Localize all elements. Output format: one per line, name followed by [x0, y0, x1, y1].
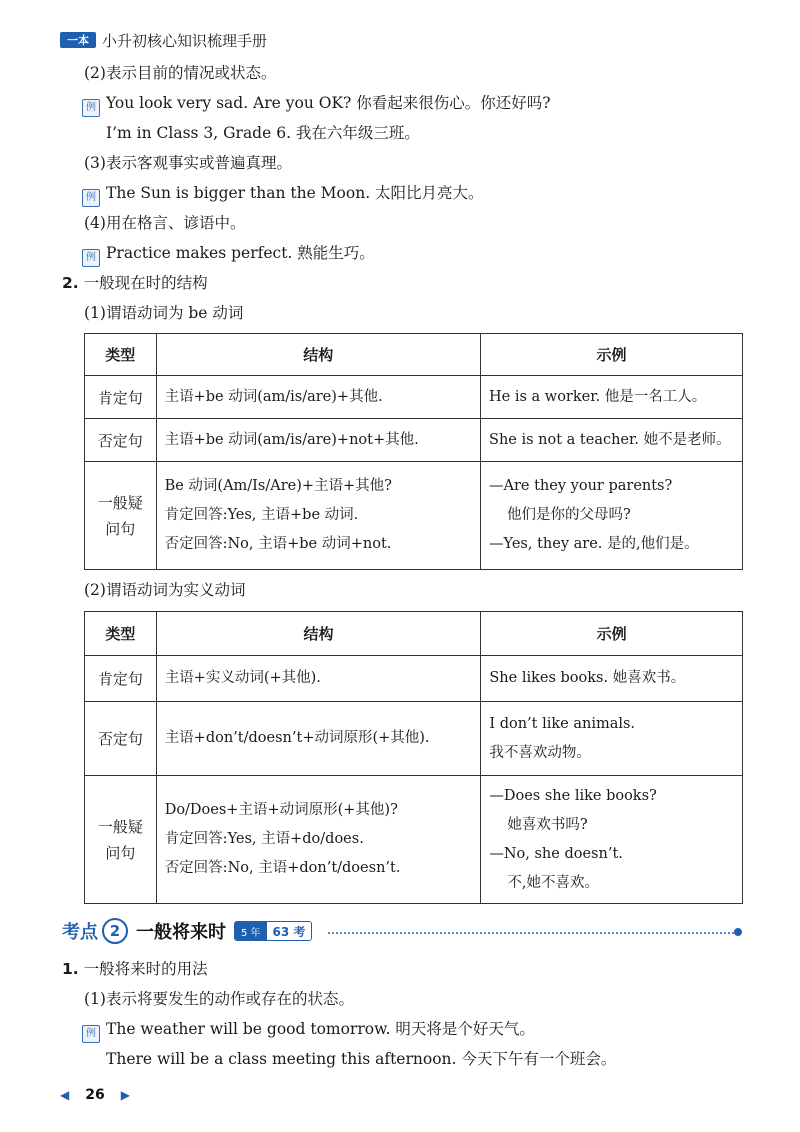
row-type: 一般疑 问句 — [85, 462, 157, 570]
example-line — [82, 182, 484, 207]
book-title: 小升初核心知识梳理手册 — [102, 31, 268, 50]
row-example: She is not a teacher. 她不是老师。 — [481, 419, 743, 462]
header-type: 类型 — [85, 612, 157, 656]
usage-4: (4)用在格言、谚语中。 — [84, 214, 246, 232]
row-example: I don’t like animals. 我不喜欢动物。 — [481, 702, 743, 776]
row-structure: Do/Does+主语+动词原形(+其他)? 肯定回答:Yes, 主语+do/does. 否定回答:No, 主语+don’t/doesn’t. — [156, 776, 481, 904]
dotted-divider — [328, 932, 734, 934]
row-structure: 主语+don’t/doesn’t+动词原形(+其他). — [156, 702, 481, 776]
example-icon: 例 — [82, 1025, 100, 1043]
row-example: —Are they your parents? 他们是你的父母吗? —Yes, they are. 是的,他们是。 — [481, 462, 743, 570]
table-row — [85, 376, 743, 419]
triangle-left-icon: ◀ — [60, 1088, 70, 1102]
header-structure: 结构 — [156, 612, 481, 656]
divider-end-dot — [734, 928, 742, 936]
book-logo: 一本 — [60, 32, 96, 48]
row-type: 肯定句 — [85, 376, 157, 419]
kaodian-number: 2 — [102, 918, 128, 944]
table-row — [85, 419, 743, 462]
section-title: 一般现在时的结构 — [83, 274, 208, 292]
usage-2: (2)表示目前的情况或状态。 — [84, 64, 277, 82]
header-example: 示例 — [481, 612, 743, 656]
section-heading — [62, 272, 208, 294]
structure-table-verb — [84, 611, 743, 904]
kaodian-heading — [62, 918, 312, 944]
header-type: 类型 — [85, 334, 157, 376]
example-text: You look very sad. Are you OK? 你看起来很伤心。你还好吗? — [106, 94, 551, 112]
badge-count: 63 考 — [267, 922, 312, 940]
example-line — [82, 242, 375, 267]
row-example: He is a worker. 他是一名工人。 — [481, 376, 743, 419]
section-number: 1. — [62, 960, 79, 978]
header-example: 示例 — [481, 334, 743, 376]
exam-frequency-badge — [234, 921, 312, 941]
example-text: Practice makes perfect. 熟能生巧。 — [106, 244, 375, 262]
row-type: 肯定句 — [85, 656, 157, 702]
example-text: The Sun is bigger than the Moon. 太阳比月亮大。 — [106, 184, 484, 202]
kaodian-label: 考点 — [62, 922, 98, 943]
usage-1: (1)表示将要发生的动作或存在的状态。 — [84, 990, 354, 1008]
header-structure: 结构 — [156, 334, 480, 376]
page-number: 26 — [85, 1087, 105, 1103]
table-header-row — [85, 612, 743, 656]
row-structure: Be 动词(Am/Is/Are)+主语+其他? 肯定回答:Yes, 主语+be 动词. 否定回答:No, 主语+be 动词+not. — [156, 462, 480, 570]
section-title: 一般将来时的用法 — [83, 960, 208, 978]
table-row — [85, 776, 743, 904]
table-row — [85, 656, 743, 702]
triangle-right-icon: ▶ — [120, 1088, 130, 1102]
example-line — [82, 92, 551, 117]
row-structure: 主语+实义动词(+其他). — [156, 656, 481, 702]
example-line — [82, 1018, 535, 1043]
usage-3: (3)表示客观事实或普遍真理。 — [84, 154, 292, 172]
row-structure: 主语+be 动词(am/is/are)+not+其他. — [156, 419, 480, 462]
subsection-heading: (2)谓语动词为实义动词 — [84, 581, 246, 599]
kaodian-title: 一般将来时 — [136, 922, 226, 943]
row-structure: 主语+be 动词(am/is/are)+其他. — [156, 376, 480, 419]
example-icon: 例 — [82, 189, 100, 207]
example-text-2: I’m in Class 3, Grade 6. 我在六年级三班。 — [106, 124, 420, 142]
row-type: 否定句 — [85, 702, 157, 776]
table-row — [85, 462, 743, 570]
page-footer — [60, 1087, 130, 1103]
example-text: The weather will be good tomorrow. 明天将是个好天气。 — [106, 1020, 535, 1038]
row-example: —Does she like books? 她喜欢书吗? —No, she doesn’t. 不,她不喜欢。 — [481, 776, 743, 904]
subsection-heading: (1)谓语动词为 be 动词 — [84, 304, 244, 322]
table-row — [85, 702, 743, 776]
section-heading — [62, 958, 208, 980]
table-header-row — [85, 334, 743, 376]
row-type: 否定句 — [85, 419, 157, 462]
badge-years: 5 年 — [235, 922, 267, 940]
example-text-2: There will be a class meeting this afternoon. 今天下午有一个班会。 — [106, 1050, 617, 1068]
structure-table-be — [84, 333, 743, 570]
section-number: 2. — [62, 274, 79, 292]
example-icon: 例 — [82, 99, 100, 117]
row-type: 一般疑 问句 — [85, 776, 157, 904]
example-icon: 例 — [82, 249, 100, 267]
page-header — [60, 30, 267, 50]
row-example: She likes books. 她喜欢书。 — [481, 656, 743, 702]
